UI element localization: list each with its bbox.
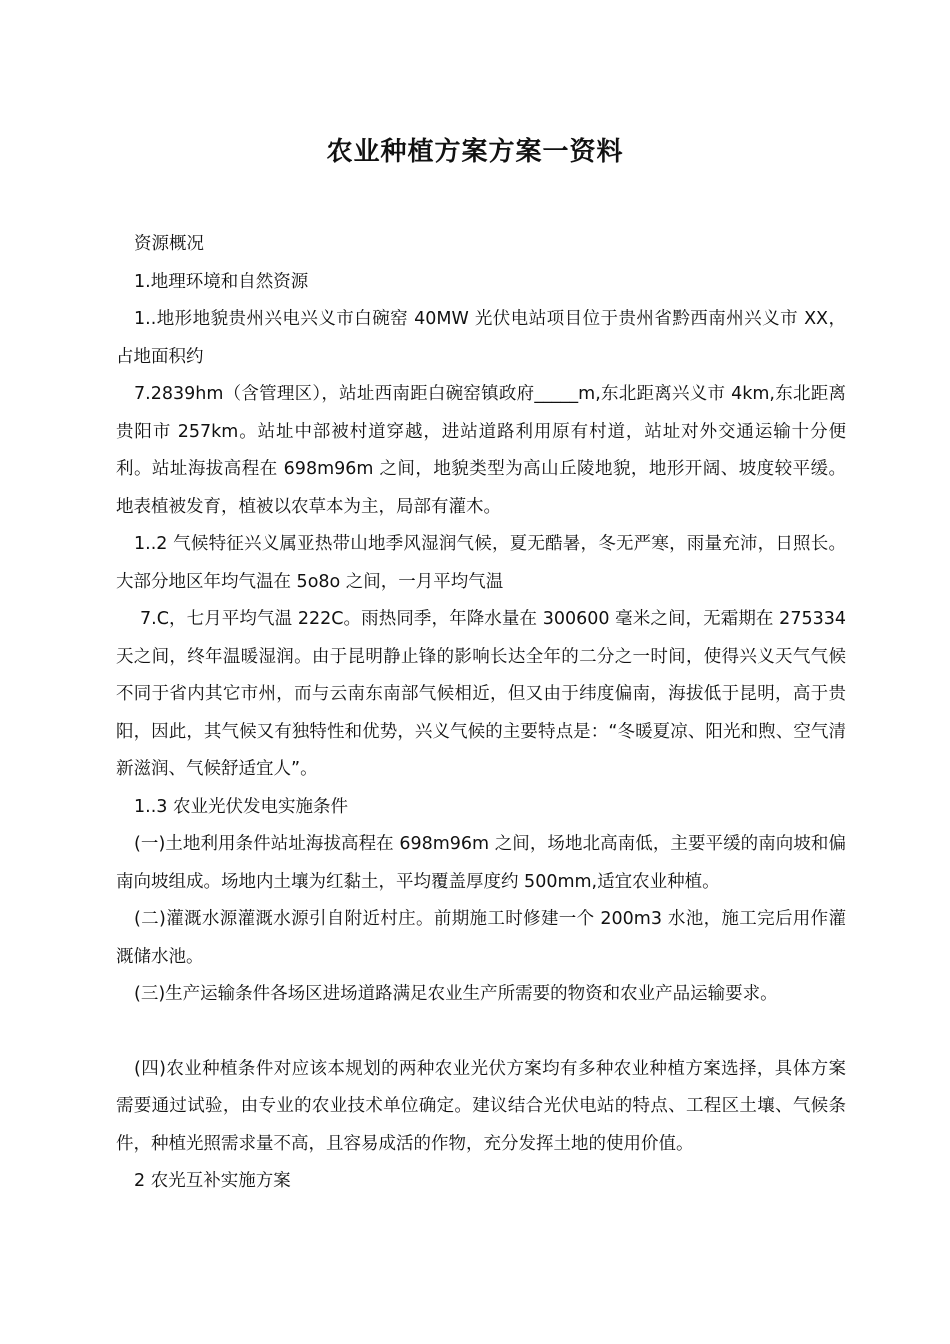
paragraph-terrain: 1..地形地貌贵州兴电兴义市白碗窑 40MW 光伏电站项目位于贵州省黔西南州兴义市 XX，占地面积约 (116, 309, 846, 367)
paragraph-land-use: (一)土地利用条件站址海拔高程在 698m96m 之间，场地北高南低，主要平缓的南向坡和偏南向坡组成。场地内土壤为红黏土，平均覆盖厚度约 500mm,适宜农业种植。 (116, 834, 846, 892)
paragraph-irrigation: (二)灌溉水源灌溉水源引自附近村庄。前期施工时修建一个 200m3 水池，施工完后用作灌溉储水池。 (116, 909, 846, 967)
paragraph-temperature: 7.C，七月平均气温 222C。雨热同季，年降水量在 300600 毫米之间，无霜期在 275334 天之间，终年温暖湿润。由于昆明静止锋的影响长达全年的二分之一时间，使得兴义天气气候不同于省内其它市州，而与云南东南部气候相近，但又由于纬度偏南，海拔低于昆明，高于贵阳，因此，其气候又有独特性和优势，兴义气候的主要特点是：“冬暖夏凉、阳光和煦、空气清新滋润、气候舒适宜人”。 (116, 609, 846, 779)
document-body (116, 226, 846, 1201)
paragraph-planting: (四)农业种植条件对应该本规划的两种农业光伏方案均有多种农业种植方案选择，具体方案需要通过试验，由专业的农业技术单位确定。建议结合光伏电站的特点、工程区土壤、气候条件，种植光照需求量不高，且容易成活的作物，充分发挥土地的使用价值。 (116, 1058, 846, 1154)
paragraph-site-location: 7.2839hm（含管理区），站址西南距白碗窑镇政府_____m,东北距离兴义市 4km,东北距离贵阳市 257km。站址中部被村道穿越，进站道路利用原有村道，站址对外交通运输十分便利。站址海拔高程在 698m96m 之间，地貌类型为高山丘陵地貌，地形开阔、坡度较平缓。地表植被发育，植被以农草本为主，局部有灌木。 (116, 384, 846, 517)
section-heading-implementation: 1..3 农业光伏发电实施条件 (134, 796, 348, 817)
document-title: 农业种植方案方案一资料 (326, 137, 624, 167)
paragraph-climate: 1..2 气候特征兴义属亚热带山地季风湿润气候，夏无酷暑，冬无严寒，雨量充沛，日照长。大部分地区年均气温在 5o8o 之间，一月平均气温 (116, 534, 846, 592)
paragraph-transport: (三)生产运输条件各场区进场道路满足农业生产所需要的物资和农业产品运输要求。 (134, 984, 778, 1004)
section-heading-plan: 2 农光互补实施方案 (134, 1171, 291, 1191)
section-heading-resources: 资源概况 (134, 234, 204, 254)
paragraph-spacer (116, 1014, 846, 1051)
section-heading-geography: 1.地理环境和自然资源 (134, 271, 309, 292)
